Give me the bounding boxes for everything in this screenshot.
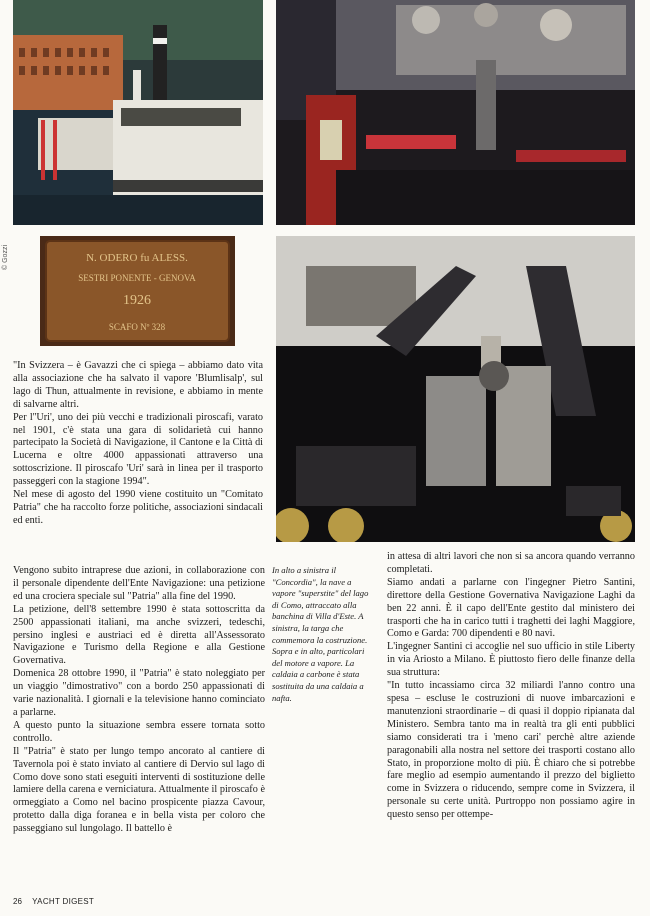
paragraph: Vengono subito intraprese due azioni, in collaborazione con il personale dipendente dell'Ente Navigazione: una petizione ed una crociera speciale sul "Patria" alla fine del 1990. <box>13 565 265 602</box>
plaque-line4: SCAFO Nº 328 <box>108 322 166 332</box>
paragraph: Siamo andati a parlarne con l'ingegner Pietro Santini, direttore della Gestione Governativa Navigazione Laghi da ben 22 anni. È il capo dell'Ente gestito dal ministero dei trasporti che ha in carico tutti i traghetti dei laghi Maggiore, Como e Garda: 700 dipendenti e 80 navi. <box>387 576 635 640</box>
paragraph: in attesa di altri lavori che non si sa ancora quando verranno completati. <box>387 551 635 575</box>
page-footer <box>13 897 94 906</box>
paragraph: Nel mese di agosto del 1990 viene costituito un "Comitato Patria" che ha raccolto forze politiche, associazioni sindacali ed enti. <box>13 489 263 526</box>
paragraph: L'ingegner Santini ci accoglie nel suo ufficio in stile Liberty in via Ariosto a Milano. È piuttosto fiero delle finanze della sua struttura: <box>387 641 635 679</box>
paragraph: Domenica 28 ottobre 1990, il "Patria" è stato noleggiato per un viaggio "dimostrativo" con a bordo 250 appassionati di varie nazionalità. I giornali e la televisione hanno cominciato a parlarne. <box>13 668 265 718</box>
plaque-line3: 1926 <box>123 293 151 308</box>
article-column-right <box>387 551 635 822</box>
plaque-line2: SESTRI PONENTE - GENOVA <box>78 273 196 283</box>
builder-plaque-photo <box>40 236 235 346</box>
paragraph: La petizione, dell'8 settembre 1990 è stata sottoscritta da 2500 appassionati italiani, ma anche svizzeri, tedeschi, persino inglesi e austriaci ed è diretta all'Assessorato Navigazione e Turismo della Regione e alla Gestione Governativa. <box>13 603 265 667</box>
paragraph: Il "Patria" è stato per lungo tempo ancorato al cantiere di Tavernola poi è stato inviato al cantiere di Dervio sul lago di Como dove sono stati eseguiti interventi di sostituzione delle lamiere della carena e verniciatura. Attualmente il piroscafo è ormeggiato a Como nel bacino prospicente piazza Cavour, protetto dalla diga foranea e in bella vista per coloro che passeggiano sul lungolago. Il battello è <box>13 745 265 835</box>
paragraph: "In tutto incassiamo circa 32 miliardi l'anno contro una spesa – escluse le costruzioni di nuove imbarcazioni e manutenzioni straordinarie – di quasi il doppio ripianata dal Ministero. Sembra tanto ma in realtà tra gli enti pubblici siamo considerati tra i 'meno cari' perchè altre aziende paragonabili alla nostra nel settore dei trasporti costano allo Stato, in proporzione molto di più. È chiaro che si potrebbe fare meglio ad esempio aumentando il prezzo del biglietto come in Svizzera o riducendo, sempre come in Svizzera, il personale su certe unità. Purtroppo non possiamo agire in questo senso per ottempe- <box>387 680 635 821</box>
engine-photo <box>276 0 635 225</box>
paragraph: "In Svizzera – è Gavazzi che ci spiega – abbiamo dato vita alla associazione che ha salvato il vapore 'Blumlisalp', sul lago di Thun, attualmente in revisione, e abbiamo in mente di salvarne altri. <box>13 360 263 410</box>
magazine-name: YACHT DIGEST <box>32 897 95 906</box>
paragraph: Per l''Uri', uno dei più vecchi e tradizionali piroscafi, varato nel 1901, c'è stata una gara di solidarietà cui hanno partecipato la Società di Navigazione, il Cantone e la Città di Lucerna e oltre 4000 appassionati attraverso una sottoscrizione. Il piroscafo 'Uri' sarà in linea per il trasporto passeggeri con la stagione 1994". <box>13 411 263 488</box>
paragraph: A questo punto la situazione sembra essere tornata sotto controllo. <box>13 719 265 744</box>
engine-detail-photo <box>276 236 635 542</box>
page-number: 26 <box>13 897 22 906</box>
photo-caption: In alto a sinistra il "Concordia", la nave a vapore "superstite" del lago di Como, attraccato alla banchina di Villa d'Este. A sinistra, la targa che commemora la costruzione. Sopra e in alto, particolari del motore a vapore. La caldaia a carbone è stata sostituita da una caldaia a nafta. <box>272 565 369 703</box>
photo-credit: © Gozzi <box>2 245 9 270</box>
steamer-photo <box>13 0 263 225</box>
article-column-top <box>13 360 263 528</box>
plaque-line1: N. ODERO fu ALESS. <box>86 252 188 264</box>
article-column-bottom <box>13 565 265 836</box>
